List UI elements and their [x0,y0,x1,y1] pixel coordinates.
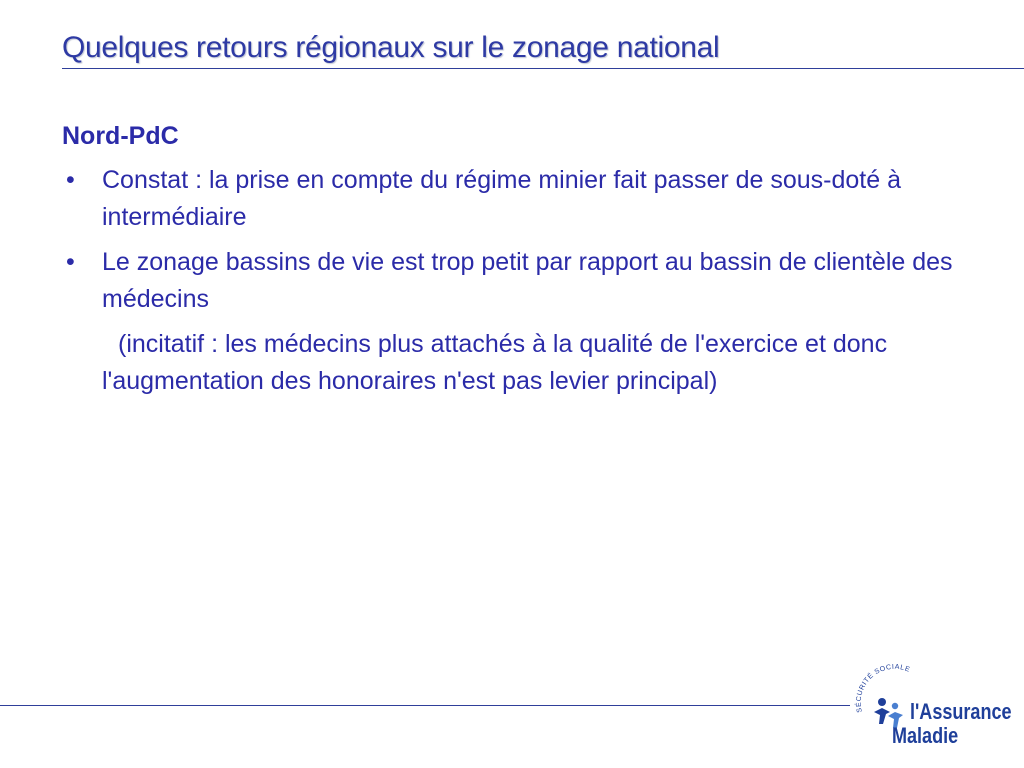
bullet-marker: • [66,166,75,194]
bullet-text: Le zonage bassins de vie est trop petit par rapport au bassin de clientèle des médecins [102,248,953,313]
bullet-item [62,162,982,236]
title-divider [62,68,1024,69]
svg-text:SÉCURITÉ SOCIALE: SÉCURITÉ SOCIALE [855,663,912,714]
footer-divider [0,705,850,706]
logo-line-1: l'Assurance [910,699,1012,724]
bullet-text: Constat : la prise en compte du régime minier fait passer de sous-doté à intermédiaire [102,166,902,231]
section-heading: Nord-PdC [62,122,179,150]
logo-line-2: Maladie [891,723,959,748]
slide-body [62,118,982,400]
bullet-note: (incitatif : les médecins plus attachés à la qualité de l'exercice et donc l'augmentation des honoraires n'est pas levier principal) [102,330,888,395]
slide-title: Quelques retours régionaux sur le zonage national [62,31,720,64]
logo-wordmark [891,699,1012,748]
bullet-item [62,244,982,318]
assurance-maladie-logo [848,660,1024,760]
bullet-marker: • [66,248,75,276]
